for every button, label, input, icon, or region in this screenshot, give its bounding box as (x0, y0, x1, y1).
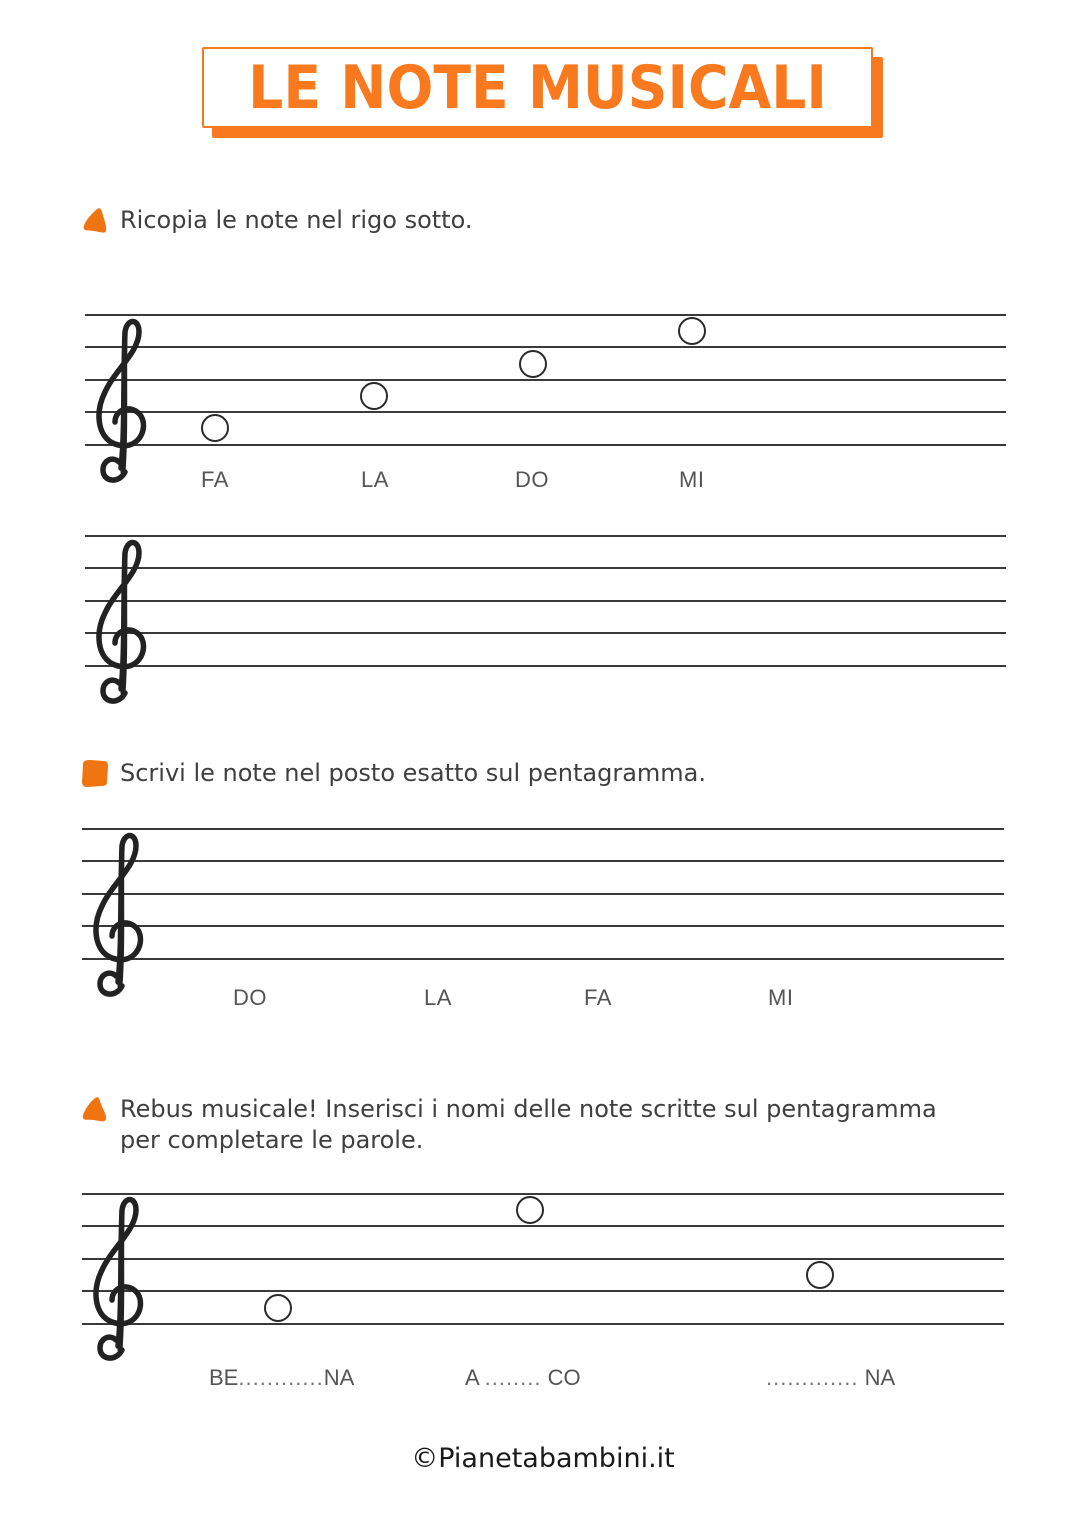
note-label: DO (233, 985, 267, 1010)
note-label: MI (768, 985, 794, 1010)
rebus-blank[interactable]: ............. (766, 1365, 859, 1390)
rebus-suffix: CO (541, 1365, 581, 1390)
staff-line (85, 535, 1006, 537)
rebus-note-2 (516, 1196, 544, 1224)
rebus-word-2 (465, 1365, 581, 1391)
staff-line (82, 1193, 1004, 1195)
triangle-bullet-icon (80, 1094, 110, 1124)
treble-clef-icon (85, 533, 165, 705)
note-label: LA (424, 985, 452, 1010)
rebus-prefix: BE (209, 1365, 239, 1390)
staff-line (85, 600, 1006, 602)
staff-line (82, 1323, 1004, 1325)
rebus-suffix: NA (323, 1365, 355, 1390)
staff-line (85, 314, 1006, 316)
instruction-2 (80, 758, 706, 789)
rebus-word-1 (209, 1365, 354, 1391)
note-do (519, 350, 547, 378)
staff-line (85, 379, 1006, 381)
note-label: DO (515, 467, 549, 492)
note-fa (201, 414, 229, 442)
footer-copyright: ©Pianetabambini.it (411, 1443, 675, 1474)
instruction-text: Ricopia le note nel rigo sotto. (120, 206, 473, 234)
staff-line (82, 958, 1004, 960)
instruction-3 (80, 1094, 937, 1156)
staff-line (85, 665, 1006, 667)
note-label: FA (201, 467, 229, 492)
staff-line (85, 444, 1006, 446)
square-bullet-icon (80, 758, 110, 788)
note-label: FA (584, 985, 612, 1010)
treble-clef-icon (82, 826, 162, 998)
rebus-blank[interactable]: ........ (484, 1365, 542, 1390)
rebus-blank[interactable]: ............ (238, 1365, 324, 1390)
staff-line (82, 1258, 1004, 1260)
note-la (360, 382, 388, 410)
rebus-note-1 (264, 1294, 292, 1322)
rebus-note-3 (806, 1261, 834, 1289)
rebus-prefix: A (465, 1365, 485, 1390)
note-label: LA (361, 467, 389, 492)
title-box (202, 47, 873, 128)
staff-line (85, 346, 1006, 348)
treble-clef-icon (85, 312, 165, 484)
rebus-suffix: NA (858, 1365, 896, 1390)
triangle-bullet-icon (80, 205, 110, 235)
staff-line (82, 860, 1004, 862)
instruction-text-line-1: Rebus musicale! Inserisci i nomi delle note scritte sul pentagramma (120, 1095, 937, 1123)
staff-line (82, 893, 1004, 895)
staff-3 (82, 828, 1004, 962)
instruction-text: Scrivi le note nel posto esatto sul pentagramma. (120, 759, 706, 787)
treble-clef-icon (82, 1190, 162, 1362)
instruction-text-line-2: per completare le parole. (120, 1126, 424, 1154)
staff-line (82, 1290, 1004, 1292)
staff-line (82, 1225, 1004, 1227)
staff-2 (85, 535, 1006, 669)
instruction-1 (80, 205, 472, 236)
note-mi (678, 317, 706, 345)
staff-line (85, 411, 1006, 413)
staff-line (82, 925, 1004, 927)
rebus-word-3 (766, 1365, 895, 1391)
staff-line (82, 828, 1004, 830)
staff-line (85, 632, 1006, 634)
staff-line (85, 567, 1006, 569)
page-title: LE NOTE MUSICALI (248, 52, 827, 123)
note-label: MI (679, 467, 705, 492)
